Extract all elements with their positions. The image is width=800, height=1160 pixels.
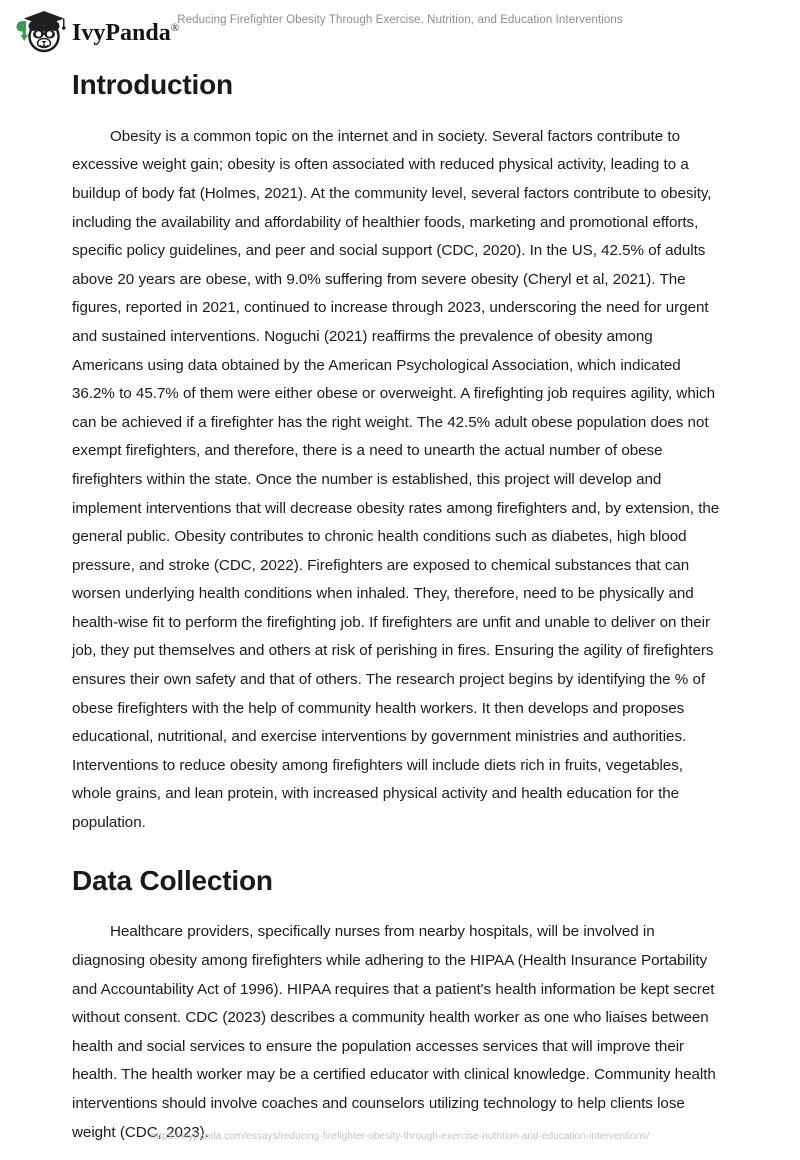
document-body	[72, 70, 720, 1147]
footer-source-url[interactable]: https://ivypanda.com/essays/reducing-firefighter-obesity-through-exercise-nutrition-and-education-interventions/	[150, 1131, 650, 1142]
page-header	[0, 0, 800, 62]
section-paragraph: Obesity is a common topic on the internet and in society. Several factors contribute to excessive weight gain; obesity is often associated with reduced physical activity, leading to a buildup of body fat (Holmes, 2021). At the community level, several factors contribute to obesity, including the availability and affordability of healthier foods, marketing and promotional efforts, specific policy guidelines, and peer and social support (CDC, 2020). In the US, 42.5% of adults above 20 years are obese, with 9.0% suffering from severe obesity (Cheryl et al, 2021). The figures, reported in 2021, continued to increase through 2023, underscoring the need for urgent and sustained interventions. Noguchi (2021) reaffirms the prevalence of obesity among Americans using data obtained by the American Psychological Association, which indicated 36.2% to 45.7% of them were either obese or overweight. A firefighting job requires agility, which can be achieved if a firefighter has the right weight. The 42.5% adult obese population does not exempt firefighters, and therefore, there is a need to unearth the actual number of obese firefighters within the state. Once the number is established, this project will develop and implement interventions that will decrease obesity rates among firefighters and, by extension, the general public. Obesity contributes to chronic health conditions such as diabetes, high blood pressure, and stroke (CDC, 2022). Firefighters are exposed to chemical substances that can worsen underlying health conditions when inhaled. They, therefore, need to be physically and health-wise fit to perform the firefighting job. If firefighters are unfit and unable to deliver on their job, they put themselves and others at risk of perishing in fires. Ensuring the agility of firefighters ensures their own safety and that of others. The research project begins by identifying the % of obese firefighters with the help of community health workers. It then develops and proposes educational, nutritional, and exercise interventions by government ministries and authorities. Interventions to reduce obesity among firefighters will include diets rich in fruits, vegetables, whole grains, and lean protein, with increased physical activity and health education for the population.	[72, 127, 720, 832]
page-footer	[0, 1126, 800, 1144]
document-header-title: Reducing Firefighter Obesity Through Exercise, Nutrition, and Education Interventions	[177, 14, 623, 26]
brand-name: IvyPanda®	[72, 20, 180, 46]
section-paragraph: Healthcare providers, specifically nurses from nearby hospitals, will be involved in diagnosing obesity among firefighters while adhering to the HIPAA (Health Insurance Portability and Accountability Act of 1996). HIPAA requires that a patient's health information be kept secret without consent. CDC (2023) describes a community health worker as one who liaises between health and social services to ensure the population accesses services that will improve their health. The health worker may be a certified educator with clinical knowledge. Community health interventions should involve coaches and counselors utilizing technology to help clients lose weight (CDC, 2023).	[72, 923, 716, 1141]
registered-mark-icon: ®	[170, 22, 180, 34]
section-heading-introduction: Introduction	[72, 69, 233, 100]
section-heading-data-collection: Data Collection	[72, 864, 273, 896]
